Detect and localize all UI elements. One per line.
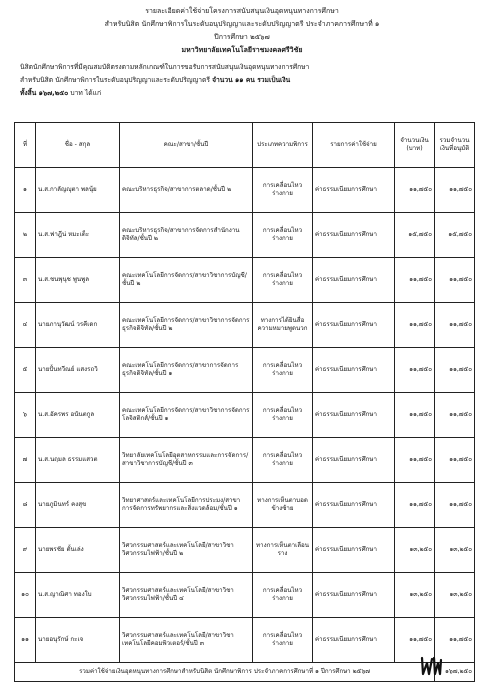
cell-amount: ๑๕,๗๕๐ bbox=[395, 213, 435, 258]
cell-total: ๑๓,๒๕๐ bbox=[435, 573, 475, 618]
cell-faculty: วิศวกรรมศาสตร์และเทคโนโลยี/สาขาวิชาวิศวกรรมไฟฟ้า/ชั้นปี ๒ bbox=[120, 528, 253, 573]
intro-line-2 bbox=[20, 74, 290, 85]
cell-expense: ค่าธรรมเนียมการศึกษา bbox=[313, 573, 395, 618]
cell-disability: การเคลื่อนไหวร่างกาย bbox=[253, 618, 313, 663]
cell-faculty: วิทยาลัยเทคโนโลยีอุตสาหกรรมและการจัดการ/สาขาวิชาการบัญชี/ชั้นปี ๓ bbox=[120, 438, 253, 483]
cell-expense: ค่าธรรมเนียมการศึกษา bbox=[313, 483, 395, 528]
cell-faculty: วิศวกรรมศาสตร์และเทคโนโลยี/สาขาวิชาวิศวกรรมไฟฟ้า/ชั้นปี ๔ bbox=[120, 573, 253, 618]
cell-no: ๑ bbox=[15, 168, 36, 213]
cell-amount: ๑๑,๗๕๐ bbox=[395, 348, 435, 393]
header-line-3: ปีการศึกษา ๒๕๖๗ bbox=[214, 33, 270, 41]
cell-no: ๙ bbox=[15, 528, 36, 573]
table-row bbox=[15, 528, 475, 573]
total-value: ๑๖๗,๒๕๐ bbox=[435, 663, 475, 682]
table-row bbox=[15, 393, 475, 438]
cell-total: ๑๕,๗๕๐ bbox=[435, 213, 475, 258]
header-amount: จำนวนเงิน (บาท) bbox=[395, 123, 435, 168]
cell-disability: การเคลื่อนไหวร่างกาย bbox=[253, 438, 313, 483]
cell-name: นายพรชัย ตั้นเล่ง bbox=[36, 528, 120, 573]
signature-mark bbox=[419, 654, 443, 678]
cell-disability: ทางการเห็นตาบอดข้างซ้าย bbox=[253, 483, 313, 528]
cell-total: ๑๑,๗๕๐ bbox=[435, 618, 475, 663]
table-row bbox=[15, 258, 475, 303]
cell-total: ๑๑,๗๕๐ bbox=[435, 483, 475, 528]
cell-amount: ๑๑,๗๕๐ bbox=[395, 483, 435, 528]
table-header-row bbox=[15, 123, 475, 168]
cell-disability: ทางการได้ยินสื่อความหมายพูดนวก bbox=[253, 303, 313, 348]
cell-faculty: คณะเทคโนโลยีการจัดการ/สาขาการจัดการธุรกิจดิจิทัล/ชั้นปี ๑ bbox=[120, 348, 253, 393]
cell-disability: ทางการเห็นตาเลือนราง bbox=[253, 528, 313, 573]
cell-total: ๑๑,๗๕๐ bbox=[435, 168, 475, 213]
cell-name: น.ส.กาลัญญุตา พลนุ้ย bbox=[36, 168, 120, 213]
cell-expense: ค่าธรรมเนียมการศึกษา bbox=[313, 393, 395, 438]
cell-total: ๑๑,๗๕๐ bbox=[435, 438, 475, 483]
cell-disability: การเคลื่อนไหวร่างกาย bbox=[253, 573, 313, 618]
table-row bbox=[15, 213, 475, 258]
header-disability: ประเภทความพิการ bbox=[253, 123, 313, 168]
cell-no: ๒ bbox=[15, 213, 36, 258]
cell-expense: ค่าธรรมเนียมการศึกษา bbox=[313, 618, 395, 663]
cell-faculty: คณะเทคโนโลยีการจัดการ/สาขาวิชาการจัดการธุรกิจดิจิทัล/ชั้นปี ๒ bbox=[120, 303, 253, 348]
header-faculty: คณะ/สาขา/ชั้นปี bbox=[120, 123, 253, 168]
cell-name: น.ส.ชนพุนุช พูนพูล bbox=[36, 258, 120, 303]
intro-line-2-bold: จำนวน ๑๑ คน รวมเป็นเงิน bbox=[212, 76, 291, 84]
table-row bbox=[15, 348, 475, 393]
cell-faculty: คณะเทคโนโลยีการจัดการ/สาขาวิชาการบัญชี/ชั้นปี ๒ bbox=[120, 258, 253, 303]
cell-no: ๔ bbox=[15, 303, 36, 348]
cell-total: ๑๑,๗๕๐ bbox=[435, 258, 475, 303]
cell-amount: ๑๓,๒๕๐ bbox=[395, 528, 435, 573]
intro-line-3-bold: ทั้งสิ้น ๑๖๗,๒๕๐ bbox=[20, 89, 69, 97]
cell-amount: ๑๑,๗๕๐ bbox=[395, 393, 435, 438]
intro-line-2-prefix: สำหรับนิสิต นักศึกษาพิการในระดับอนุปริญญาและระดับปริญญาตรี bbox=[20, 76, 210, 84]
cell-total: ๑๑,๗๕๐ bbox=[435, 348, 475, 393]
table-row bbox=[15, 618, 475, 663]
intro-line-3-suffix: บาท ได้แก่ bbox=[70, 89, 102, 97]
cell-faculty: คณะเทคโนโลยีการจัดการ/สาขาวิชาการจัดการโลจิสติกส์/ชั้นปี ๑ bbox=[120, 393, 253, 438]
cell-amount: ๑๑,๗๕๐ bbox=[395, 258, 435, 303]
header-name: ชื่อ - สกุล bbox=[36, 123, 120, 168]
cell-name: น.ส.ฟาฎีน่ หมะเด็ะ bbox=[36, 213, 120, 258]
cell-faculty: วิทยาศาสตร์และเทคโนโลยีการประมง/สาขาการจัดการทรัพยากรและสิ่งแวดล้อม/ชั้นปี ๑ bbox=[120, 483, 253, 528]
table-row bbox=[15, 438, 475, 483]
cell-name: นายปั้นทวีณย์ แสงรถวิ bbox=[36, 348, 120, 393]
cell-no: ๖ bbox=[15, 393, 36, 438]
cell-faculty: คณะบริหารธุรกิจ/สาขาการตลาด/ชั้นปี ๒ bbox=[120, 168, 253, 213]
cell-amount: ๑๑,๗๕๐ bbox=[395, 618, 435, 663]
header-line-4: มหาวิทยาลัยเทคโนโลยีราชมงคลศรีวิชัย bbox=[181, 46, 303, 54]
table-row bbox=[15, 573, 475, 618]
cell-disability: การเคลื่อนไหวร่างกาย bbox=[253, 348, 313, 393]
cell-faculty: คณะบริหารธุรกิจ/สาขาการจัดการสำนักงานดิจิทัล/ชั้นปี ๒ bbox=[120, 213, 253, 258]
cell-faculty: วิศวกรรมศาสตร์และเทคโนโลยี/สาขาวิชาเทคโนโลยีคอมพิวเตอร์/ชั้นปี ๓ bbox=[120, 618, 253, 663]
cell-amount: ๑๑,๗๕๐ bbox=[395, 438, 435, 483]
cell-no: ๗ bbox=[15, 438, 36, 483]
intro-line-1: นิสิตนักศึกษาพิการที่มีคุณสมบัติตรงตามหลักเกณฑ์ในการขอรับการสนับสนุนเงินอุดหนุนทางการศึกษา bbox=[20, 63, 310, 71]
cell-expense: ค่าธรรมเนียมการศึกษา bbox=[313, 528, 395, 573]
intro-line-3 bbox=[20, 87, 101, 98]
cell-disability: การเคลื่อนไหวร่างกาย bbox=[253, 168, 313, 213]
cell-expense: ค่าธรรมเนียมการศึกษา bbox=[313, 348, 395, 393]
cell-name: นายภานุวัฒน์ วรคีเดก bbox=[36, 303, 120, 348]
table-row bbox=[15, 483, 475, 528]
header-no: ที่ bbox=[15, 123, 36, 168]
cell-amount: ๑๑,๗๕๐ bbox=[395, 168, 435, 213]
header-line-1: รายละเอียดค่าใช้จ่ายโครงการสนับสนุนเงินอุดหนุนทางการศึกษา bbox=[145, 7, 339, 15]
cell-no: ๑๐ bbox=[15, 573, 36, 618]
total-label: รวมค่าใช้จ่ายเงินอุดหนุนทางการศึกษาสำหรับนิสิต นักศึกษาพิการ ประจำภาคการศึกษาที่ ๑ ปีการศึกษา ๒๕๖๗ bbox=[15, 663, 435, 682]
header-expense: รายการค่าใช้จ่าย bbox=[313, 123, 395, 168]
cell-disability: การเคลื่อนไหวร่างกาย bbox=[253, 213, 313, 258]
expense-table bbox=[14, 122, 475, 682]
cell-name: นายภูมินทร์ คงสุข bbox=[36, 483, 120, 528]
cell-no: ๑๑ bbox=[15, 618, 36, 663]
cell-amount: ๑๓,๒๕๐ bbox=[395, 573, 435, 618]
header-line-2: สำหรับนิสิต นักศึกษาพิการในระดับอนุปริญญาและระดับปริญญาตรี ประจำภาคการศึกษาที่ ๑ bbox=[104, 20, 380, 28]
cell-name: น.ส.อัครพร อนันตกูล bbox=[36, 393, 120, 438]
cell-no: ๘ bbox=[15, 483, 36, 528]
cell-expense: ค่าธรรมเนียมการศึกษา bbox=[313, 168, 395, 213]
header-total: รวมจำนวนเงินที่อนุมัติ bbox=[435, 123, 475, 168]
cell-disability: การเคลื่อนไหวร่างกาย bbox=[253, 258, 313, 303]
cell-expense: ค่าธรรมเนียมการศึกษา bbox=[313, 258, 395, 303]
cell-disability: การเคลื่อนไหวร่างกาย bbox=[253, 393, 313, 438]
cell-total: ๑๓,๒๕๐ bbox=[435, 528, 475, 573]
cell-name: น.ส.ญาณิศา ทองใบ bbox=[36, 573, 120, 618]
table-total-row bbox=[15, 663, 475, 682]
cell-amount: ๑๑,๗๕๐ bbox=[395, 303, 435, 348]
cell-name: นายอนุรักษ์ กะเจ bbox=[36, 618, 120, 663]
cell-total: ๑๑,๗๕๐ bbox=[435, 393, 475, 438]
cell-expense: ค่าธรรมเนียมการศึกษา bbox=[313, 303, 395, 348]
cell-name: น.ส.นฤมล ธรรมแสวต bbox=[36, 438, 120, 483]
cell-total: ๑๑,๗๕๐ bbox=[435, 303, 475, 348]
table-row bbox=[15, 168, 475, 213]
cell-expense: ค่าธรรมเนียมการศึกษา bbox=[313, 438, 395, 483]
cell-expense: ค่าธรรมเนียมการศึกษา bbox=[313, 213, 395, 258]
cell-no: ๓ bbox=[15, 258, 36, 303]
table-row bbox=[15, 303, 475, 348]
cell-no: ๕ bbox=[15, 348, 36, 393]
